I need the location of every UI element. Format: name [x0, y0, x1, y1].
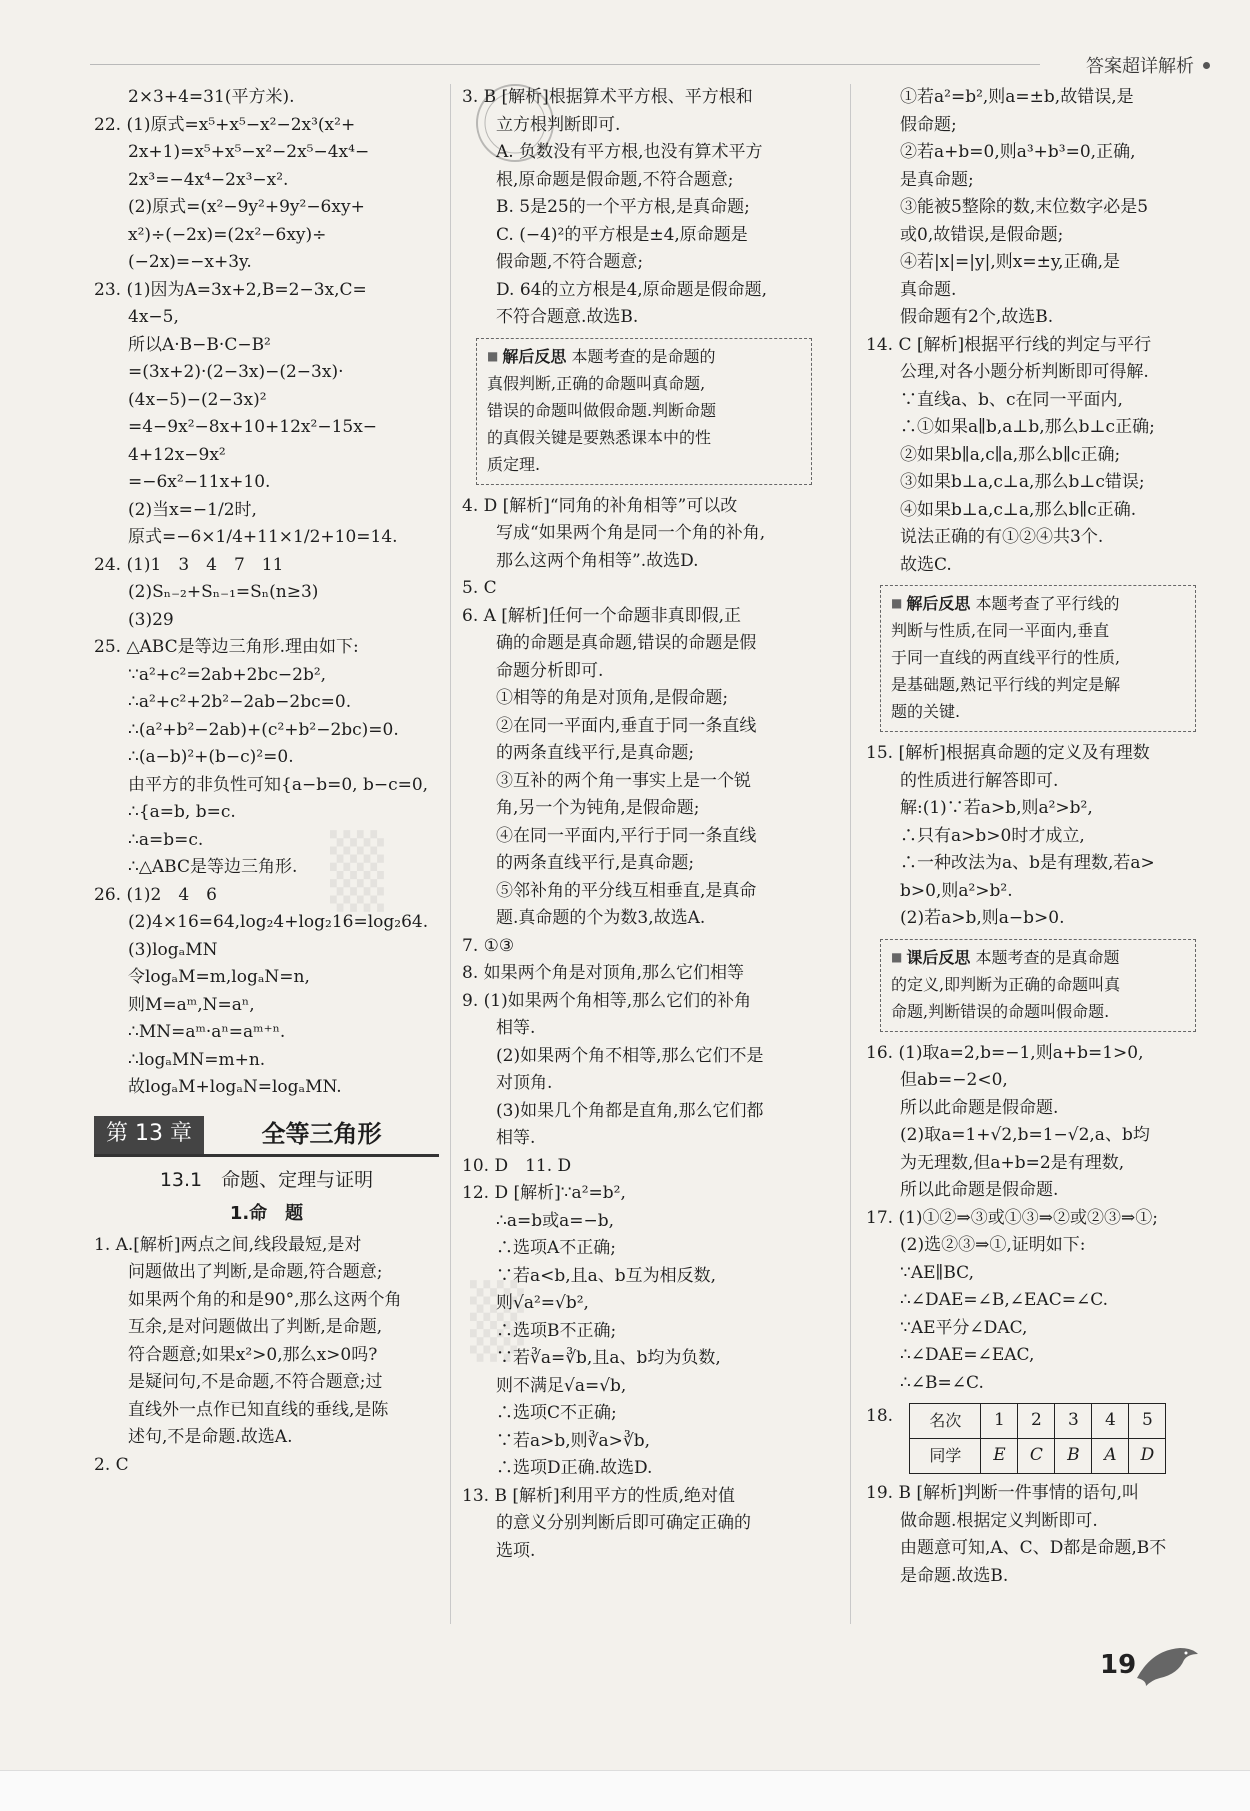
sub-title: 1.命 题 — [229, 1203, 304, 1224]
answer-line: 的意义分别判断后即可确定正确的 — [496, 1513, 751, 1533]
answer-line: ∴MN=aᵐ·aⁿ=aᵐ⁺ⁿ. — [128, 1022, 286, 1042]
answer-line: 假命题,不符合题意; — [496, 252, 644, 272]
reflection-box-1-lines — [487, 347, 801, 478]
answer-line: 或0,故错误,是假命题; — [900, 224, 1064, 245]
answer-line: 确的命题是真命题,错误的命题是假 — [496, 633, 757, 653]
rank-cell: 1 — [981, 1404, 1018, 1439]
answer-line: ∴只有a>b>0时才成立, — [900, 825, 1085, 846]
answer-line: (2)原式=(x²−9y²+9y²−6xy+ — [128, 197, 365, 217]
answer-line: (2)当x=−1/2时, — [128, 499, 257, 520]
answer-line: 12. D [解析]∵a²=b², — [462, 1183, 626, 1203]
rank-cell: 5 — [1129, 1404, 1166, 1439]
answer-line: ∵AE∥BC, — [900, 1262, 974, 1283]
answer-line: (4x−5)−(2−3x)² — [128, 389, 267, 410]
answer-line: 故logₐM+logₐN=logₐMN. — [128, 1077, 342, 1097]
answer-line: 由平方的非负性可知{a−b=0, b−c=0, — [128, 774, 429, 795]
answer-line: 3. B [解析]根据算术平方根、平方根和 — [462, 87, 753, 107]
answer-line: ①若a²=b²,则a=±b,故错误,是 — [900, 87, 1134, 107]
column-3 — [866, 84, 1196, 1590]
answer-line: D. 64的立方根是4,原命题是假命题, — [496, 279, 768, 300]
answer-line: 相等. — [496, 1018, 536, 1038]
answer-line: x²)÷(−2x)=(2x²−6xy)÷ — [128, 224, 327, 245]
answer-line: ∴a=b=c. — [128, 829, 204, 850]
answer-line: 命题分析即可. — [496, 660, 604, 681]
answer-line: 不符合题意.故选B. — [496, 307, 639, 327]
answer-line: 解:(1)∵若a>b,则a²>b², — [900, 798, 1093, 818]
answer-line: 由题意可知,A、C、D都是命题,B不 — [900, 1538, 1167, 1558]
student-cell: B — [1055, 1439, 1092, 1474]
answer-line: 做命题.根据定义判断即可. — [900, 1510, 1098, 1531]
reflection-box-2 — [880, 585, 1196, 732]
answer-line: 立方根判断即可. — [496, 114, 621, 135]
column-divider-2 — [850, 84, 851, 1624]
answer-line: ②如果b∥a,c∥a,那么b∥c正确; — [900, 444, 1121, 465]
student-cell: A — [1092, 1439, 1129, 1474]
answer-line: ∴选项A不正确; — [496, 1238, 617, 1258]
answer-line: 23. (1)因为A=3x+2,B=2−3x,C= — [94, 279, 367, 300]
answer-line: 令logₐM=m,logₐN=n, — [128, 967, 310, 987]
header-rule — [90, 64, 1040, 65]
reflection-box-3-title: ■ 课后反思 — [891, 948, 970, 967]
answer-line: 2×3+4=31(平方米). — [128, 87, 295, 107]
answer-line: 2x³=−4x⁴−2x³−x². — [128, 169, 289, 190]
answer-line: ∵若a<b,且a、b互为相反数, — [496, 1265, 717, 1286]
rank-table-row-ranks — [910, 1404, 1166, 1439]
rank-cell: 2 — [1018, 1404, 1055, 1439]
rank-table — [909, 1403, 1166, 1474]
answer-line: (3)如果几个角都是直角,那么它们都 — [496, 1100, 764, 1121]
col3d-lines — [866, 1480, 1196, 1590]
answer-line: 写成“如果两个角是同一个角的补角, — [496, 523, 766, 543]
answer-line: ③能被5整除的数,末位数字必是5 — [900, 197, 1149, 217]
answer-line: 原式=−6×1/4+11×1/2+10=14. — [128, 527, 398, 547]
answer-line: 但ab=−2<0, — [900, 1070, 1008, 1090]
answer-line: ④在同一平面内,平行于同一条直线 — [496, 825, 757, 846]
answer-line: ③互补的两个角一事实上是一个锐 — [496, 770, 751, 791]
answer-line: 则M=aᵐ,N=aⁿ, — [128, 994, 255, 1015]
header-dot — [1203, 62, 1210, 69]
answer-line: (2)Sₙ₋₂+Sₙ₋₁=Sₙ(n≥3) — [128, 582, 319, 602]
answer-line: ∴选项D正确.故选D. — [496, 1458, 653, 1478]
watermark-mark-2: ▒ — [470, 1280, 524, 1362]
answer-line: ∵若a>b,则∛a>∛b, — [496, 1430, 650, 1451]
answer-line: 4+12x−9x² — [128, 444, 226, 465]
answer-line: (2)选②③⇒①,证明如下: — [900, 1235, 1086, 1255]
answer-line: 5. C — [462, 578, 497, 598]
answer-line: (2)若a>b,则a−b>0. — [900, 908, 1065, 928]
chapter-heading — [94, 1116, 439, 1157]
answer-line: 1. A.[解析]两点之间,线段最短,是对 — [94, 1234, 362, 1255]
header-title: 答案超详解析 — [1086, 56, 1194, 77]
dolphin-icon — [1132, 1640, 1202, 1690]
answer-line: =−6x²−11x+10. — [128, 472, 271, 492]
answer-line: ∴a=b或a=−b, — [496, 1210, 614, 1231]
reflection-line: 本题考查的是真命题 — [975, 947, 1120, 967]
answer-line: 故选C. — [900, 554, 952, 575]
answer-line: 符合题意;如果x²>0,那么x>0吗? — [128, 1344, 378, 1365]
answer-line: C. (−4)²的平方根是±4,原命题是 — [496, 224, 748, 245]
answer-line: ∴一种改法为a、b是有理数,若a> — [900, 853, 1155, 873]
answer-line: A. 负数没有平方根,也没有算术平方 — [496, 142, 763, 162]
col1b-lines — [94, 1232, 439, 1480]
col3b-lines — [866, 740, 1196, 933]
answer-line: 为无理数,但a+b=2是有理数, — [900, 1152, 1125, 1173]
answer-line: ①相等的角是对顶角,是假命题; — [496, 688, 729, 708]
answer-line: ③如果b⊥a,c⊥a,那么b⊥c错误; — [900, 472, 1145, 492]
rank-table-header: 名次 — [910, 1404, 981, 1439]
answer-line: ∴∠DAE=∠EAC, — [900, 1345, 1035, 1365]
answer-line: ∴{a=b, b=c. — [128, 802, 236, 822]
answer-line: ∴△ABC是等边三角形. — [128, 857, 298, 877]
answer-line: B. 5是25的一个平方根,是真命题; — [496, 197, 750, 217]
answer-line: 2x+1)=x⁵+x⁵−x²−2x⁵−4x⁴− — [128, 142, 370, 162]
watermark-mark-1: ▒ — [330, 830, 384, 912]
reflection-line: 质定理. — [487, 454, 541, 474]
rank-cell: 4 — [1092, 1404, 1129, 1439]
answer-line: 15. [解析]根据真命题的定义及有理数 — [866, 743, 1150, 763]
answer-line: 所以此命题是假命题. — [900, 1097, 1059, 1118]
answer-line: ④若|x|=|y|,则x=±y,正确,是 — [900, 252, 1120, 272]
answer-line: ∵直线a、b、c在同一平面内, — [900, 389, 1123, 410]
answer-line: 4x−5, — [128, 307, 179, 327]
answer-line: ②若a+b=0,则a³+b³=0,正确, — [900, 142, 1136, 162]
answer-line: ∴logₐMN=m+n. — [128, 1049, 266, 1070]
answer-line: ∴a²+c²+2b²−2ab−2bc=0. — [128, 692, 352, 712]
answer-line: 直线外一点作已知直线的垂线,是陈 — [128, 1399, 389, 1420]
answer-line: ②在同一平面内,垂直于同一条直线 — [496, 715, 757, 736]
answer-line: 如果两个角的和是90°,那么这两个角 — [128, 1289, 402, 1310]
answer-line: 的性质进行解答即可. — [900, 770, 1059, 791]
col1-lines — [94, 84, 439, 1102]
reflection-line: 错误的命题叫做假命题.判断命题 — [487, 400, 717, 420]
answer-line: 选项. — [496, 1540, 536, 1561]
answer-line: 题.真命题的个为数3,故选A. — [496, 908, 706, 928]
reflection-line: 于同一直线的两直线平行的性质, — [891, 648, 1121, 667]
answer-line: 所以A·B−B·C−B² — [128, 334, 271, 355]
reflection-line: 命题,判断错误的命题叫假命题. — [891, 1001, 1110, 1021]
reflection-box-2-title: ■ 解后反思 — [891, 594, 970, 613]
col3c-lines — [866, 1040, 1196, 1398]
col2-lines — [462, 84, 812, 332]
reflection-line: 题的关键. — [891, 702, 961, 721]
answer-line: 是命题.故选B. — [900, 1565, 1009, 1586]
answer-line: 那么这两个角相等”.故选D. — [496, 550, 699, 571]
answer-line: 16. (1)取a=2,b=−1,则a+b=1>0, — [866, 1042, 1144, 1063]
answer-line: 22. (1)原式=x⁵+x⁵−x²−2x³(x²+ — [94, 114, 356, 135]
answer-line: ∴①如果a∥b,a⊥b,那么b⊥c正确; — [900, 417, 1155, 437]
rank-table-row-students — [910, 1439, 1166, 1474]
answer-line: 角,另一个为钝角,是假命题; — [496, 798, 700, 818]
column-divider-1 — [450, 84, 451, 1624]
answer-line: ④如果b⊥a,c⊥a,那么b∥c正确. — [900, 499, 1137, 520]
answer-line: ∴选项B不正确; — [496, 1320, 617, 1341]
answer-line: 10. D 11. D — [462, 1155, 572, 1176]
answer-line: 的两条直线平行,是真命题; — [496, 743, 695, 763]
answer-line: 6. A [解析]任何一个命题非真即假,正 — [462, 605, 741, 626]
answer-line: 是真命题; — [900, 169, 974, 190]
answer-line: 25. △ABC是等边三角形.理由如下: — [94, 637, 359, 657]
answer-line: (−2x)=−x+3y. — [128, 252, 252, 272]
student-cell: D — [1129, 1439, 1166, 1474]
column-2 — [462, 84, 812, 1565]
col2b-lines — [462, 493, 812, 1566]
answer-line: 假命题; — [900, 114, 957, 135]
answer-line: 根,原命题是假命题,不符合题意; — [496, 169, 734, 190]
col3-lines — [866, 84, 1196, 579]
answer-line: 19. B [解析]判断一件事情的语句,叫 — [866, 1483, 1140, 1503]
answer-line: ∴(a−b)²+(b−c)²=0. — [128, 747, 294, 767]
reflection-line: 判断与性质,在同一平面内,垂直 — [891, 621, 1110, 640]
answer-line: ∴∠B=∠C. — [900, 1372, 984, 1393]
answer-line: ∴选项C不正确; — [496, 1403, 617, 1423]
reflection-box-2-lines — [891, 594, 1185, 725]
answer-line: 互余,是对问题做出了判断,是命题, — [128, 1317, 383, 1337]
answer-line: b>0,则a²>b². — [900, 880, 1013, 901]
answer-line: =4−9x²−8x+10+12x²−15x− — [128, 417, 378, 437]
page-number: 19 — [1100, 1650, 1137, 1680]
answer-line: 所以此命题是假命题. — [900, 1180, 1059, 1200]
section-title: 13.1 命题、定理与证明 — [159, 1168, 374, 1191]
answer-line: (2)取a=1+√2,b=1−√2,a、b均 — [900, 1125, 1150, 1145]
answer-line: 说法正确的有①②④共3个. — [900, 527, 1104, 547]
answer-line: 假命题有2个,故选B. — [900, 307, 1054, 327]
chapter-name: 全等三角形 — [261, 1119, 382, 1148]
answer-line: 的两条直线平行,是真命题; — [496, 853, 695, 873]
answer-line: 述句,不是命题.故选A. — [128, 1427, 293, 1447]
answer-line: (3)logₐMN — [128, 939, 218, 960]
answer-line: 13. B [解析]利用平方的性质,绝对值 — [462, 1485, 736, 1506]
answer-line: 8. 如果两个角是对顶角,那么它们相等 — [462, 963, 745, 983]
reflection-line: 本题考查的是命题的 — [571, 346, 716, 366]
answer-line: 相等. — [496, 1128, 536, 1148]
answer-line: =(3x+2)·(2−3x)−(2−3x)· — [128, 362, 344, 382]
answer-line: 9. (1)如果两个角相等,那么它们的补角 — [462, 990, 752, 1011]
answer-line: 7. ①③ — [462, 935, 515, 956]
answer-line: (2)如果两个角不相等,那么它们不是 — [496, 1045, 764, 1066]
reflection-box-1 — [476, 338, 812, 485]
answer-line: 是疑问句,不是命题,不符合题意;过 — [128, 1372, 383, 1392]
column-1 — [94, 84, 439, 1479]
answer-line: (2)4×16=64,log₂4+log₂16=log₂64. — [128, 912, 429, 932]
reflection-line: 的真假关键是要熟悉课本中的性 — [487, 427, 712, 447]
answer-line: 14. C [解析]根据平行线的判定与平行 — [866, 334, 1152, 355]
answer-line: (3)29 — [128, 609, 174, 630]
answer-line: 则√a²=√b², — [496, 1293, 589, 1313]
chapter-badge: 第 13 章 — [94, 1116, 204, 1154]
answer-line: 对顶角. — [496, 1073, 553, 1093]
answer-line: ∵若∛a=∛b,且a、b均为负数, — [496, 1348, 721, 1368]
reflection-line: 的定义,即判断为正确的命题叫真 — [891, 974, 1121, 994]
question-18 — [866, 1403, 1196, 1474]
answer-line: 则不满足√a=√b, — [496, 1375, 627, 1396]
answer-line: 26. (1)2 4 6 — [94, 884, 217, 905]
answer-line: 2. C — [94, 1454, 129, 1475]
answer-line: 问题做出了判断,是命题,符合题意; — [128, 1262, 383, 1282]
reflection-line: 真假判断,正确的命题叫真命题, — [487, 373, 706, 393]
student-table-header: 同学 — [910, 1439, 981, 1474]
page-bottom-edge — [0, 1770, 1250, 1811]
answer-line: 17. (1)①②⇒③或①③⇒②或②③⇒①; — [866, 1207, 1158, 1228]
reflection-line: 本题考查了平行线的 — [975, 594, 1120, 613]
answer-line: 4. D [解析]“同角的补角相等”可以改 — [462, 495, 738, 516]
answer-line: ∴(a²+b²−2ab)+(c²+b²−2bc)=0. — [128, 719, 399, 740]
answer-line: 公理,对各小题分析判断即可得解. — [900, 362, 1149, 382]
answer-line: ∵AE平分∠DAC, — [900, 1317, 1028, 1338]
reflection-line: 是基础题,熟记平行线的判定是解 — [891, 675, 1121, 694]
student-cell: C — [1018, 1439, 1055, 1474]
answer-line: 真命题. — [900, 279, 957, 300]
student-cell: E — [981, 1439, 1018, 1474]
answer-line: ∴∠DAE=∠B,∠EAC=∠C. — [900, 1290, 1108, 1310]
reflection-box-1-title: ■ 解后反思 — [487, 347, 566, 366]
rank-cell: 3 — [1055, 1404, 1092, 1439]
answer-line: 24. (1)1 3 4 7 11 — [94, 554, 284, 575]
answer-line: ∵a²+c²=2ab+2bc−2b², — [128, 664, 327, 685]
reflection-box-3 — [880, 939, 1196, 1032]
answer-line: ⑤邻补角的平分线互相垂直,是真命 — [496, 880, 757, 901]
question-18-number: 18. — [866, 1406, 894, 1426]
